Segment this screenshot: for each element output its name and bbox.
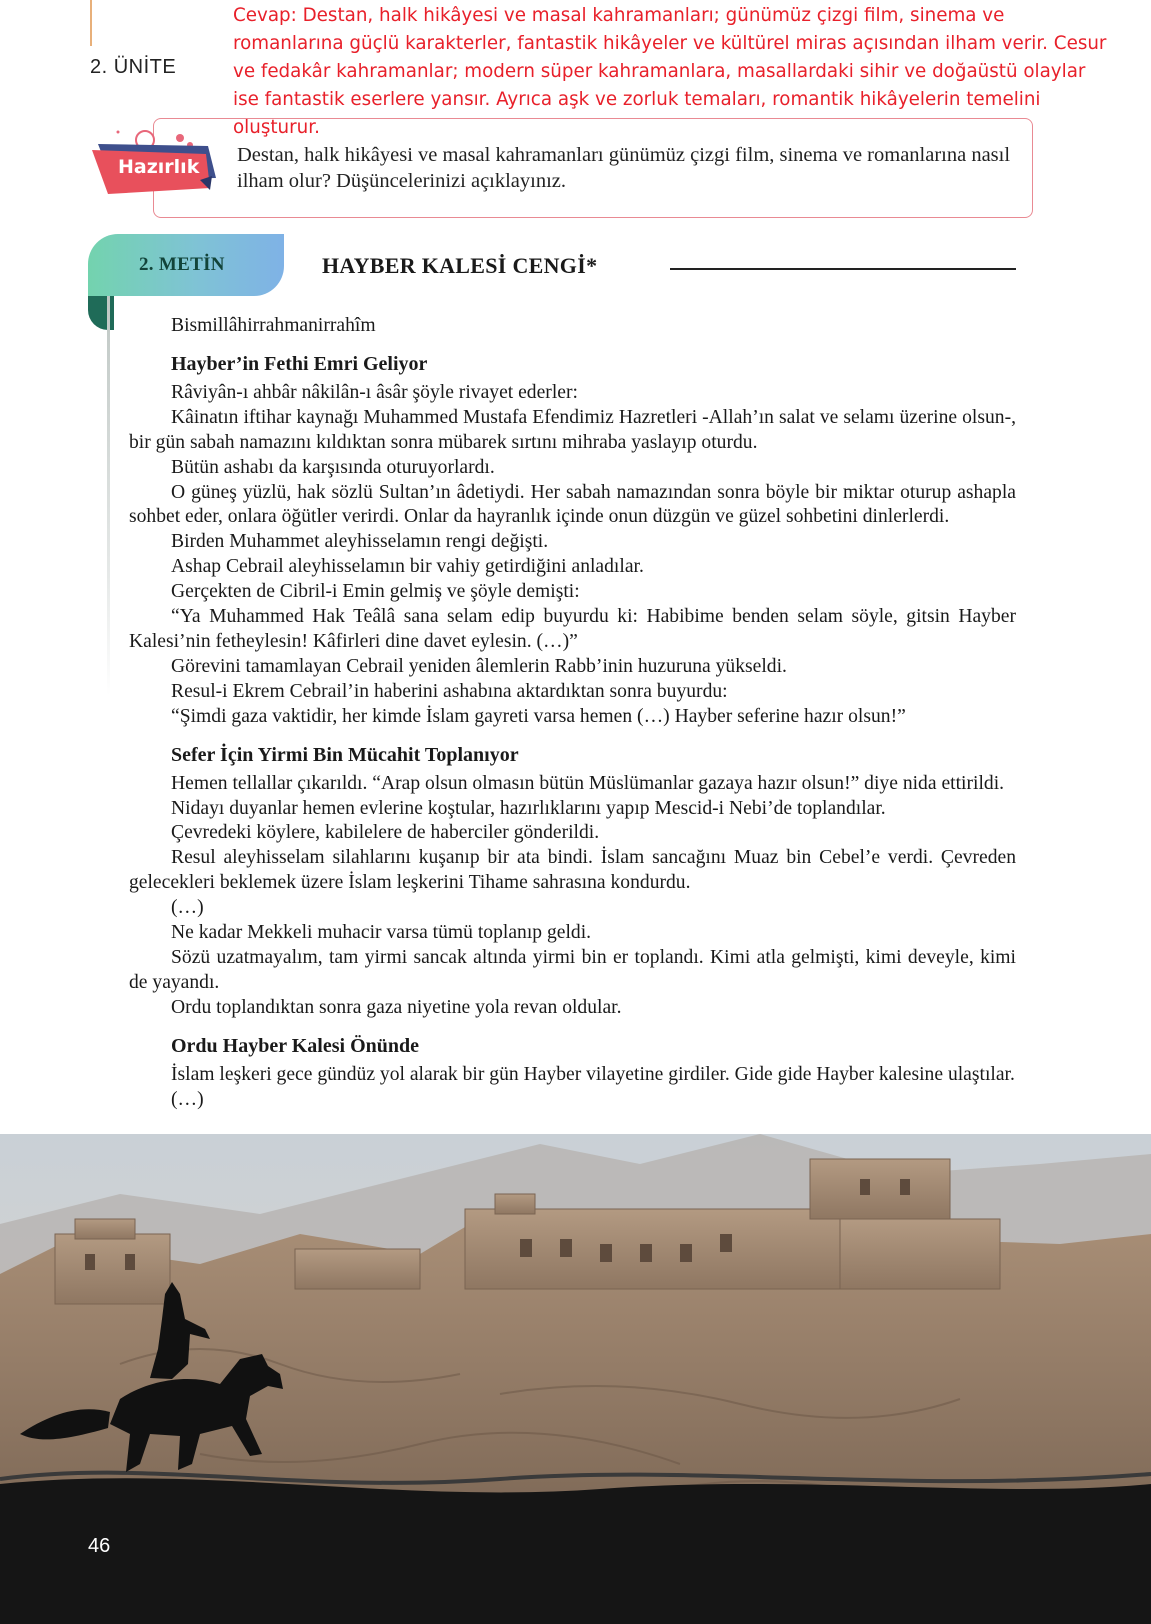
paragraph: “Şimdi gaza vaktidir, her kimde İslam gayreti varsa hemen (…) Hayber seferine hazır olsun!” <box>171 705 906 727</box>
section-heading: Ordu Hayber Kalesi Önünde <box>171 1034 420 1057</box>
section-heading: Hayber’in Fethi Emri Geliyor <box>171 352 428 375</box>
paragraph: Birden Muhammet aleyhisselamın rengi değişti. <box>171 531 549 553</box>
paragraph: Gerçekten de Cibril-i Emin gelmiş ve şöyle demişti: <box>171 581 580 603</box>
section-heading: Sefer İçin Yirmi Bin Mücahit Toplanıyor <box>171 743 519 766</box>
paragraph: Ashap Cebrail aleyhisselamın bir vahiy getirdiğini anladılar. <box>171 556 644 578</box>
preparation-badge-label: Hazırlık <box>118 156 200 178</box>
page-number: 46 <box>88 1535 111 1557</box>
paragraph: (…) <box>171 897 204 919</box>
paragraph: Ne kadar Mekkeli muhacir varsa tümü toplanıp geldi. <box>171 922 592 944</box>
paragraph: Nidayı duyanlar hemen evlerine koştular, hazırlıklarını yapıp Mescid-i Nebi’de toplandılar. <box>171 797 886 819</box>
paragraph: Resul-i Ekrem Cebrail’in haberini ashabına aktardıktan sonra buyurdu: <box>171 680 728 702</box>
side-rule <box>107 296 110 696</box>
header-accent-line <box>90 0 92 46</box>
paragraph: Kâinatın iftihar kaynağı Muhammed Mustafa Efendimiz Hazretleri -Allah’ın salat ve selamı üzerine olsun-, bir gün sabah namazını kıldıktan sonra mübarek sırtını mihraba yaslayıp oturdu. <box>129 406 1016 453</box>
paragraph: Râviyân-ı ahbâr nâkilân-ı âsâr şöyle rivayet ederler: <box>171 381 578 403</box>
fortress-photo <box>0 1134 1151 1624</box>
paragraph: (…) <box>171 1088 204 1110</box>
text-body <box>129 314 1016 1112</box>
title-rule <box>670 268 1016 270</box>
text-title: HAYBER KALESİ CENGİ* <box>322 253 598 278</box>
paragraph: Resul aleyhisselam silahlarını kuşanıp bir ata bindi. İslam sancağını Muaz bin Cebel’e verdi. Çevreden gelecekleri beklemek üzere İslam leşkerini Tihame sahrasına kondurdu. <box>129 847 1016 894</box>
paragraph: “Ya Muhammed Hak Teâlâ sana selam edip buyurdu ki: Habibime benden selam söyle, gitsin Hayber Kalesi’nin fetheylesin! Kâfirleri dine davet eylesin. (…)” <box>129 606 1016 652</box>
paragraph: Hemen tellallar çıkarıldı. “Arap olsun olmasın bütün Müslümanlar gazaya hazır olsun!” diye nida ettirildi. <box>171 772 1005 794</box>
paragraph: Ordu toplandıktan sonra gaza niyetine yola revan oldular. <box>171 996 622 1018</box>
paragraph: O güneş yüzlü, hak sözlü Sultan’ın âdetiydi. Her sabah namazından sonra böyle bir miktar oturup ashapla sohbet eder, onlara öğütler verirdi. Onlar da hayranlık içinde onun düzgün ve güzel sohbetini dinlerlerdi. <box>129 481 1016 528</box>
paragraph: Sözü uzatmayalım, tam yirmi sancak altında yirmi bin er toplandı. Kimi atla gelmişti, kimi deveyle, kimi de yayandı. <box>129 946 1016 993</box>
opening-line: Bismillâhirrahmanirrahîm <box>171 315 376 336</box>
paragraph: Görevini tamamlayan Cebrail yeniden âlemlerin Rabb’inin huzuruna yükseldi. <box>171 655 787 677</box>
preparation-question: Destan, halk hikâyesi ve masal kahramanları günümüz çizgi film, sinema ve romanlarına nasıl ilham olur? Düşüncelerinizi açıklayınız. <box>237 144 1011 192</box>
text-tab-label: 2. METİN <box>139 254 225 275</box>
paragraph: İslam leşkeri gece gündüz yol alarak bir gün Hayber vilayetine girdiler. Gide gide Hayber kalesine ulaştılar. <box>171 1063 1015 1085</box>
paragraph: Çevredeki köylere, kabilelere de haberciler gönderildi. <box>171 822 600 844</box>
paragraph: Bütün ashabı da karşısında oturuyorlardı. <box>171 456 495 478</box>
answer-text: Cevap: Destan, halk hikâyesi ve masal kahramanları; günümüz çizgi film, sinema ve romanlarına güçlü karakterler, fantastik hikâyeler ve kültürel miras açısından ilham verir. Cesur ve fedakâr kahramanlar; modern süper kahramanlara, masallardaki sihir ve doğaüstü olaylar ise fantastik eserlere yansır. Ayrıca aşk ve zorluk temaları, romantik hikâyelerin temelini oluşturur. <box>233 5 1107 138</box>
unit-label: 2. ÜNİTE <box>90 56 177 78</box>
